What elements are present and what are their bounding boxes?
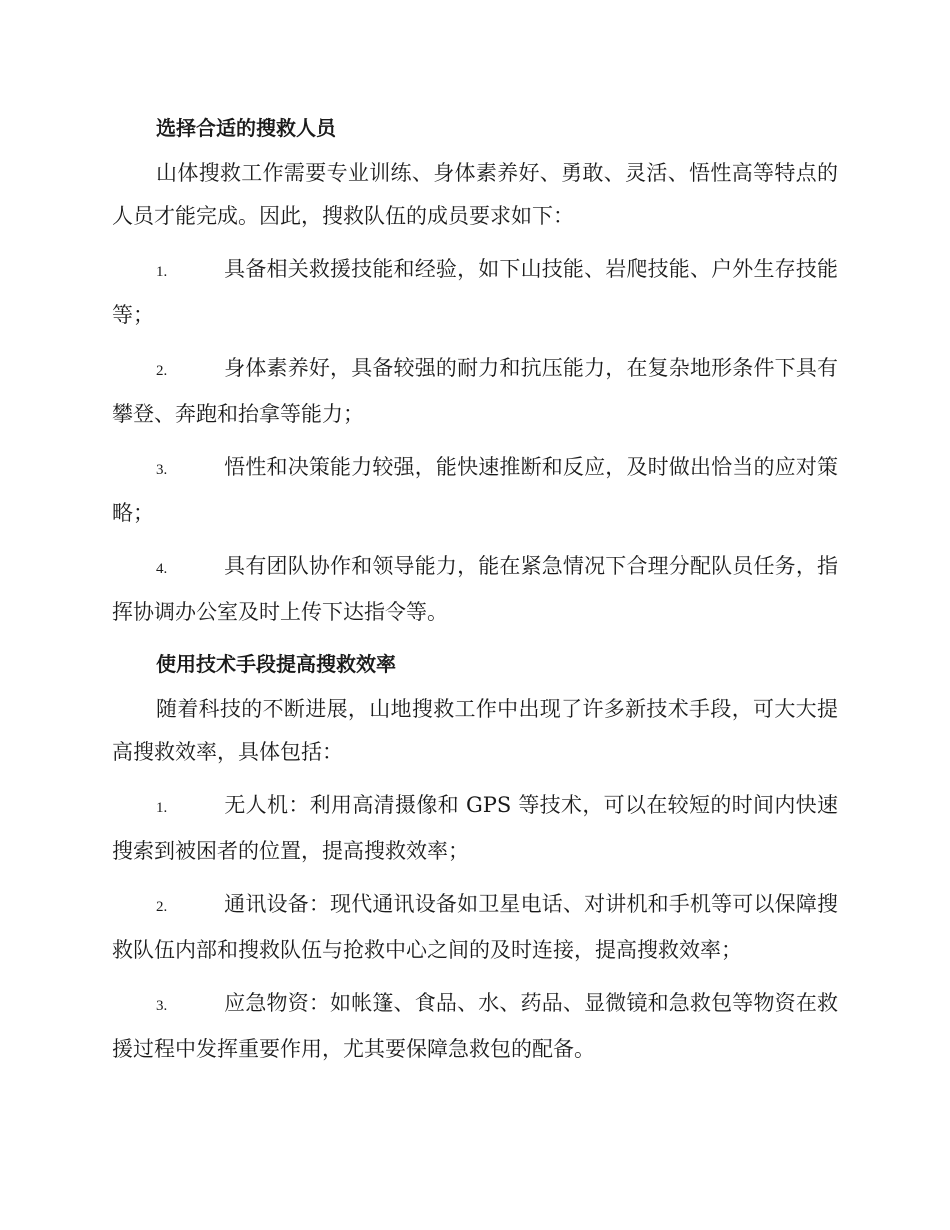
list-text: 应急物资：如帐篷、食品、水、药品、显微镜和急救包等物资在救援过程中发挥重要作用，尤其要保障急救包的配备。 [112,991,838,1061]
list-item [112,446,838,535]
list-text: 无人机：利用高清摄像和 GPS 等技术，可以在较短的时间内快速搜索到被困者的位置，提高搜救效率； [112,793,838,863]
list-item [112,982,838,1071]
list-number: 1. [156,264,168,280]
section-intro-rescue-personnel: 山体搜救工作需要专业训练、身体素养好、勇敢、灵活、悟性高等特点的人员才能完成。因此，搜救队伍的成员要求如下： [112,161,838,228]
list-item [112,545,838,634]
list-number: 2. [156,899,168,915]
list-text: 身体素养好，具备较强的耐力和抗压能力，在复杂地形条件下具有攀登、奔跑和抬拿等能力； [112,356,838,426]
section-heading-technology: 使用技术手段提高搜救效率 [156,652,396,676]
section-intro-technology: 随着科技的不断进展，山地搜救工作中出现了许多新技术手段，可大大提高搜救效率，具体包括： [112,697,838,764]
list-item [112,248,838,337]
list-text: 悟性和决策能力较强，能快速推断和反应，及时做出恰当的应对策略； [112,455,838,525]
list-number: 1. [156,800,168,816]
list-number: 3. [156,462,168,478]
list-text: 具有团队协作和领导能力，能在紧急情况下合理分配队员任务，指挥协调办公室及时上传下达指令等。 [112,554,838,624]
list-text: 具备相关救援技能和经验，如下山技能、岩爬技能、户外生存技能等； [112,257,838,327]
list-number: 4. [156,561,168,577]
document-page [112,104,838,1081]
list-item [112,784,838,873]
list-number: 3. [156,998,168,1014]
list-item [112,347,838,436]
list-item [112,883,838,972]
list-number: 2. [156,363,168,379]
section-heading-rescue-personnel: 选择合适的搜救人员 [156,116,336,140]
list-text: 通讯设备：现代通讯设备如卫星电话、对讲机和手机等可以保障搜救队伍内部和搜救队伍与抢救中心之间的及时连接，提高搜救效率； [112,892,838,962]
